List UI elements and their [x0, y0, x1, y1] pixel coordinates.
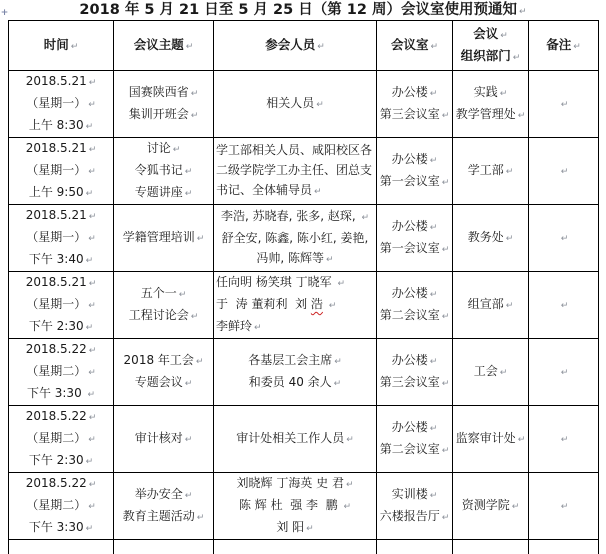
text-line: 书记、全体辅导员 ↵ — [216, 183, 322, 197]
table-move-handle-icon[interactable]: + — [0, 8, 9, 18]
paragraph-mark-icon: ↵ — [85, 122, 94, 132]
cell-department[interactable] — [453, 71, 529, 138]
table-row — [9, 406, 599, 473]
text-line: 2018.5.21 ↵ — [25, 208, 97, 222]
text-line: 举办安全 ↵ — [134, 487, 193, 501]
text-line: 任向明 杨笑琪 丁晓军 ↵ — [216, 275, 345, 289]
paragraph-mark-icon: ↵ — [505, 301, 514, 311]
text-line: 工会 ↵ — [473, 364, 508, 378]
paragraph-mark-icon: ↵ — [306, 524, 314, 534]
paragraph-mark-icon: ↵ — [441, 312, 450, 322]
paragraph-mark-icon: ↵ — [560, 167, 569, 177]
text-line: 下午 2:30 ↵ — [28, 319, 94, 333]
cell-room[interactable] — [377, 272, 453, 339]
paragraph-mark-icon: ↵ — [328, 301, 337, 311]
text-line: 下午 3:30 ↵ — [28, 520, 94, 534]
paragraph-mark-icon: ↵ — [505, 234, 514, 244]
text-line: 办公楼 ↵ — [391, 286, 438, 300]
paragraph-mark-icon: ↵ — [429, 290, 438, 300]
text-line: 刘晓辉 丁海英 史 君 ↵ — [236, 476, 354, 490]
cell-remarks[interactable] — [529, 272, 599, 339]
text-line: 各基层工会主席 ↵ — [248, 353, 342, 367]
paragraph-mark-icon: ↵ — [85, 457, 94, 467]
text-line: （星期一） ↵ — [26, 230, 96, 244]
paragraph-mark-icon: ↵ — [560, 368, 569, 378]
spellcheck-underlined-text: 浩 — [310, 297, 323, 311]
text-line: 教学管理处 ↵ — [455, 107, 526, 121]
paragraph-mark-icon: ↵ — [88, 346, 97, 356]
paragraph-mark-icon: ↵ — [70, 41, 79, 52]
text-line: 讨论 ↵ — [146, 141, 181, 155]
cell-topic[interactable] — [114, 272, 214, 339]
text-line: 会议 ↵ — [473, 25, 508, 41]
cell-participants[interactable] — [214, 272, 377, 339]
paragraph-mark-icon: ↵ — [85, 256, 94, 266]
paragraph-mark-icon: ↵ — [317, 41, 325, 52]
paragraph-mark-icon: ↵ — [88, 480, 97, 490]
paragraph-mark-icon: ↵ — [326, 255, 334, 265]
text-line: 学工部相关人员、咸阳校区各 — [216, 143, 373, 157]
paragraph-mark-icon: ↵ — [254, 323, 262, 333]
paragraph-mark-icon: ↵ — [560, 234, 569, 244]
text-line: 第二会议室 ↵ — [379, 442, 450, 456]
text-line: 专题会议 ↵ — [134, 375, 193, 389]
cell-remarks[interactable] — [529, 473, 599, 540]
text-line: 上午 9:50 ↵ — [28, 185, 94, 199]
paragraph-mark-icon: ↵ — [560, 100, 569, 110]
text-line: 第二会议室 ↵ — [379, 308, 450, 322]
cell-topic[interactable] — [114, 71, 214, 138]
text-line: 会议主题 ↵ — [133, 36, 194, 52]
paragraph-mark-icon: ↵ — [196, 513, 205, 523]
text-line: 相关人员 ↵ — [266, 96, 324, 110]
paragraph-mark-icon: ↵ — [517, 111, 526, 121]
paragraph-mark-icon: ↵ — [346, 435, 354, 445]
text-line: 学工部 ↵ — [467, 163, 514, 177]
cell-topic[interactable] — [114, 473, 214, 540]
text-line: 集训开班会 ↵ — [128, 107, 199, 121]
text-line: 2018.5.21 ↵ — [25, 141, 97, 155]
paragraph-mark-icon: ↵ — [441, 178, 450, 188]
paragraph-mark-icon: ↵ — [334, 357, 342, 367]
cell-participants[interactable] — [214, 406, 377, 473]
table-row — [9, 71, 599, 138]
cell-participants[interactable] — [214, 339, 377, 406]
text-line — [531, 495, 596, 517]
paragraph-mark-icon: ↵ — [316, 100, 324, 110]
text-line: 组织部门 ↵ — [460, 47, 521, 63]
paragraph-mark-icon: ↵ — [88, 279, 97, 289]
paragraph-mark-icon: ↵ — [178, 290, 187, 300]
paragraph-mark-icon: ↵ — [345, 480, 354, 490]
text-line: 办公楼 ↵ — [391, 85, 438, 99]
text-line: 教育主题活动 ↵ — [122, 509, 205, 523]
cell-department[interactable] — [453, 205, 529, 272]
cell-remarks[interactable] — [529, 71, 599, 138]
paragraph-mark-icon: ↵ — [88, 78, 97, 88]
text-line: 实训楼 ↵ — [391, 487, 438, 501]
text-line: 教务处 ↵ — [467, 230, 514, 244]
text-line: 下午 3:30 ↵ — [26, 386, 96, 400]
paragraph-mark-icon: ↵ — [184, 435, 193, 445]
cell-room[interactable] — [377, 138, 453, 205]
paragraph-mark-icon: ↵ — [172, 145, 181, 155]
header-remarks[interactable] — [529, 21, 599, 71]
cell-department[interactable] — [453, 138, 529, 205]
paragraph-mark-icon: ↵ — [441, 446, 450, 456]
paragraph-mark-icon: ↵ — [429, 424, 438, 434]
paragraph-mark-icon: ↵ — [88, 413, 97, 423]
paragraph-mark-icon: ↵ — [560, 301, 569, 311]
text-line: （星期二） ↵ — [26, 364, 96, 378]
cell-remarks[interactable] — [529, 406, 599, 473]
text-line — [531, 227, 596, 249]
cell-department[interactable] — [453, 473, 529, 540]
cell-time[interactable] — [9, 272, 114, 339]
text-line: （星期一） ↵ — [26, 297, 96, 311]
paragraph-mark-icon: ↵ — [511, 502, 520, 512]
paragraph-mark-icon: ↵ — [196, 234, 205, 244]
text-line: 李浩, 苏晓春, 张多, 赵琛, ↵ — [220, 209, 370, 223]
paragraph-mark-icon: ↵ — [337, 279, 345, 289]
text-line: 令狐书记 ↵ — [134, 163, 193, 177]
text-line: 第一会议室 ↵ — [379, 241, 450, 255]
header-topic[interactable] — [114, 21, 214, 71]
paragraph-mark-icon: ↵ — [85, 189, 94, 199]
paragraph-mark-icon: ↵ — [88, 100, 96, 110]
text-line: 审计核对 ↵ — [134, 431, 193, 445]
text-line: 备注 ↵ — [546, 36, 581, 52]
cell-room[interactable] — [377, 406, 453, 473]
cell-department[interactable] — [453, 339, 529, 406]
text-line: 专题讲座 ↵ — [134, 185, 193, 199]
paragraph-mark-icon: ↵ — [88, 435, 96, 445]
text-line: 李鲜玲 ↵ — [216, 319, 262, 333]
text-line: 第三会议室 ↵ — [379, 107, 450, 121]
paragraph-mark-icon: ↵ — [430, 41, 439, 52]
text-line — [531, 361, 596, 383]
text-line: 冯帅, 陈辉等 ↵ — [256, 251, 334, 265]
paragraph-mark-icon: ↵ — [87, 390, 96, 400]
text-line: 陈 辉 杜 强 李 鹏 ↵ — [238, 498, 352, 512]
text-line: 监察审计处 ↵ — [455, 431, 526, 445]
paragraph-mark-icon: ↵ — [429, 223, 438, 233]
paragraph-mark-icon: ↵ — [85, 323, 94, 333]
text-line: 办公楼 ↵ — [391, 219, 438, 233]
paragraph-mark-icon: ↵ — [184, 491, 193, 501]
cell-remarks[interactable] — [529, 138, 599, 205]
cell-room[interactable] — [377, 71, 453, 138]
paragraph-mark-icon: ↵ — [190, 89, 199, 99]
text-line: 办公楼 ↵ — [391, 420, 438, 434]
text-line: 2018 年工会 ↵ — [123, 353, 204, 367]
paragraph-mark-icon: ↵ — [519, 7, 527, 17]
paragraph-mark-icon: ↵ — [333, 379, 342, 389]
paragraph-mark-icon: ↵ — [88, 368, 96, 378]
text-line — [531, 160, 596, 182]
table-row — [9, 205, 599, 272]
paragraph-mark-icon: ↵ — [184, 167, 193, 177]
text-line: 会议室 ↵ — [390, 36, 439, 52]
text-line: 2018.5.22 ↵ — [25, 409, 97, 423]
cell-department[interactable] — [453, 406, 529, 473]
cell-time[interactable] — [9, 205, 114, 272]
paragraph-mark-icon: ↵ — [184, 379, 193, 389]
cell-topic[interactable] — [114, 406, 214, 473]
text-line: 2018.5.21 ↵ — [25, 74, 97, 88]
cell-room[interactable] — [377, 205, 453, 272]
paragraph-mark-icon: ↵ — [314, 187, 322, 197]
table-row-clipped — [9, 540, 599, 554]
paragraph-mark-icon: ↵ — [429, 491, 438, 501]
paragraph-mark-icon: ↵ — [517, 435, 526, 445]
paragraph-mark-icon: ↵ — [85, 524, 94, 534]
table-row — [9, 473, 599, 540]
paragraph-mark-icon: ↵ — [190, 312, 199, 322]
paragraph-mark-icon: ↵ — [441, 379, 450, 389]
text-line: 组宣部 ↵ — [467, 297, 514, 311]
paragraph-mark-icon: ↵ — [88, 212, 97, 222]
header-room[interactable] — [377, 21, 453, 71]
cell-participants[interactable] — [214, 473, 377, 540]
text-line: 第一会议室 ↵ — [379, 174, 450, 188]
cell-time[interactable] — [9, 339, 114, 406]
table-row — [9, 339, 599, 406]
text-line: （星期二） ↵ — [26, 498, 96, 512]
paragraph-mark-icon: ↵ — [195, 357, 204, 367]
text-line: （星期一） ↵ — [26, 96, 96, 110]
text-line: 刘 阳 ↵ — [276, 520, 314, 534]
paragraph-mark-icon: ↵ — [560, 435, 569, 445]
paragraph-mark-icon: ↵ — [88, 502, 96, 512]
text-line: 2018.5.22 ↵ — [25, 476, 97, 490]
cell-remarks[interactable] — [529, 339, 599, 406]
text-line: 参会人员 ↵ — [265, 36, 325, 52]
header-participants[interactable] — [214, 21, 377, 71]
cell-room[interactable] — [377, 339, 453, 406]
paragraph-mark-icon: ↵ — [573, 41, 581, 52]
cell-remarks[interactable] — [529, 205, 599, 272]
paragraph-mark-icon: ↵ — [441, 245, 450, 255]
cell-room[interactable] — [377, 473, 453, 540]
table-row — [9, 272, 599, 339]
paragraph-mark-icon: ↵ — [512, 52, 521, 63]
paragraph-mark-icon: ↵ — [185, 41, 194, 52]
document-title[interactable] — [0, 0, 606, 20]
paragraph-mark-icon: ↵ — [429, 156, 438, 166]
text-line: 时间 ↵ — [43, 36, 79, 52]
text-line: 审计处相关工作人员 ↵ — [236, 431, 354, 445]
cell-time[interactable] — [9, 138, 114, 205]
table-row — [9, 138, 599, 205]
text-line: （星期一） ↵ — [26, 163, 96, 177]
text-line: 上午 8:30 ↵ — [28, 118, 94, 132]
text-line: 办公楼 ↵ — [391, 353, 438, 367]
text-line: 舒全安, 陈鑫, 陈小红, 姜艳, — [221, 231, 369, 245]
meeting-schedule-table — [8, 20, 599, 554]
text-line: 和委员 40 余人 ↵ — [248, 375, 342, 389]
text-line: 办公楼 ↵ — [391, 152, 438, 166]
cell-participants[interactable] — [214, 71, 377, 138]
paragraph-mark-icon: ↵ — [560, 502, 569, 512]
paragraph-mark-icon: ↵ — [343, 502, 352, 512]
text-line: 工程讨论会 ↵ — [128, 308, 199, 322]
paragraph-mark-icon: ↵ — [88, 145, 97, 155]
paragraph-mark-icon: ↵ — [429, 357, 438, 367]
paragraph-mark-icon: ↵ — [441, 513, 450, 523]
cell-participants[interactable] — [214, 205, 377, 272]
paragraph-mark-icon: ↵ — [190, 111, 199, 121]
paragraph-mark-icon: ↵ — [88, 167, 96, 177]
text-line: 2018.5.21 ↵ — [25, 275, 97, 289]
cell-time[interactable] — [9, 406, 114, 473]
cell-participants[interactable] — [214, 138, 377, 205]
text-line: 2018 年 5 月 21 日至 5 月 25 日（第 12 周）会议室使用预通知 ↵ — [79, 2, 527, 18]
text-line: 二级学院学工办主任、团总支 — [216, 163, 373, 177]
text-line: 第三会议室 ↵ — [379, 375, 450, 389]
paragraph-mark-icon: ↵ — [500, 30, 508, 41]
text-line: 2018.5.22 ↵ — [25, 342, 97, 356]
text-line: 学籍管理培训 ↵ — [122, 230, 205, 244]
text-line — [531, 294, 596, 316]
cell-topic[interactable] — [114, 205, 214, 272]
cell-topic[interactable] — [114, 138, 214, 205]
text-line: 资测学院 ↵ — [461, 498, 520, 512]
paragraph-mark-icon: ↵ — [184, 189, 193, 199]
text-line: 六楼报告厅 ↵ — [379, 509, 450, 523]
text-line: 于 涛 董莉利 刘 浩 ↵ — [216, 297, 337, 311]
paragraph-mark-icon: ↵ — [499, 368, 508, 378]
text-line: 下午 2:30 ↵ — [28, 453, 94, 467]
paragraph-mark-icon: ↵ — [499, 89, 508, 99]
paragraph-mark-icon: ↵ — [505, 167, 514, 177]
header-time[interactable] — [9, 21, 114, 71]
text-line — [531, 428, 596, 450]
paragraph-mark-icon: ↵ — [441, 111, 450, 121]
paragraph-mark-icon: ↵ — [88, 234, 96, 244]
text-line: 实践 ↵ — [473, 85, 508, 99]
header-department[interactable] — [453, 21, 529, 71]
cell-topic[interactable] — [114, 339, 214, 406]
cell-department[interactable] — [453, 272, 529, 339]
table-header-row — [9, 21, 599, 71]
text-line: 五个一 ↵ — [140, 286, 187, 300]
cell-time[interactable] — [9, 473, 114, 540]
text-line — [531, 93, 596, 115]
text-line: 国赛陕西省 ↵ — [128, 85, 199, 99]
paragraph-mark-icon: ↵ — [429, 89, 438, 99]
text-line: 下午 3:40 ↵ — [28, 252, 94, 266]
paragraph-mark-icon: ↵ — [88, 301, 96, 311]
cell-time[interactable] — [9, 71, 114, 138]
text-line: （星期二） ↵ — [26, 431, 96, 445]
paragraph-mark-icon: ↵ — [361, 213, 370, 223]
